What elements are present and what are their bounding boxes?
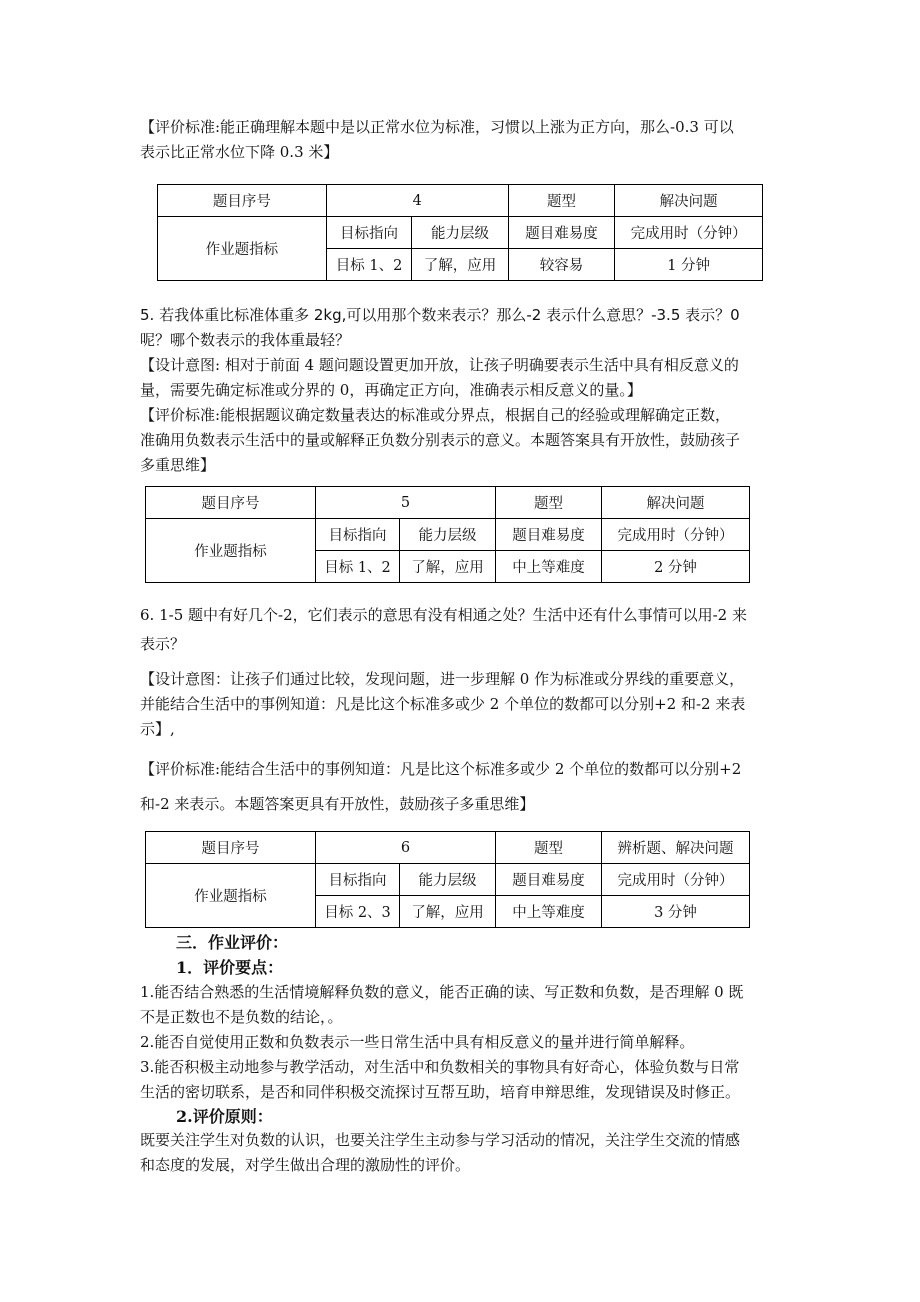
difficulty-value: 较容易 — [508, 249, 615, 281]
principle-line2: 和态度的发展，对学生做出合理的激励性的评价。 — [140, 1156, 471, 1174]
q6-eval-line1: 【评价标准:能结合生活中的事例知道：凡是比这个标准多或少 2 个单位的数都可以分别+2 — [140, 760, 742, 778]
header-target: 目标指向 — [326, 217, 411, 249]
q4-evaluation — [140, 115, 790, 165]
target-value: 目标 1、2 — [326, 249, 411, 281]
header-time: 完成用时（分钟） — [602, 864, 750, 896]
header-time: 完成用时（分钟） — [615, 217, 763, 249]
header-time: 完成用时（分钟） — [602, 519, 750, 551]
header-target: 目标指向 — [316, 864, 400, 896]
subsection-title-2: 2.评价原则： — [176, 1107, 273, 1126]
q5-eval-line2: 准确用负数表示生活中的量或解释正负数分别表示的意义。本题答案具有开放性，鼓励孩子 — [140, 431, 741, 449]
header-indicator: 作业题指标 — [158, 217, 327, 281]
header-seq: 题目序号 — [158, 185, 327, 217]
table-q5 — [145, 486, 750, 583]
table-row — [146, 864, 750, 896]
header-seq: 题目序号 — [146, 487, 316, 519]
q6-question-line1: 6. 1-5 题中有好几个-2，它们表示的意思有没有相通之处？生活中还有什么事情可以用-2 来 — [140, 606, 747, 624]
difficulty-value: 中上等难度 — [496, 551, 602, 583]
q5-eval-line1: 【评价标准:能根据题议确定数量表达的标准或分界点，根据自己的经验或理解确定正数， — [140, 406, 731, 424]
type-value: 辨析题、解决问题 — [602, 832, 750, 864]
point2: 2.能否自觉使用正数和负数表示一些日常生活中具有相反意义的量并进行简单解释。 — [140, 1033, 695, 1051]
q6-design-line2: 并能结合生活中的事例知道：凡是比这个标准多或少 2 个单位的数都可以分别+2 和-2 来表 — [140, 695, 746, 713]
header-seq: 题目序号 — [146, 832, 316, 864]
header-difficulty: 题目难易度 — [508, 217, 615, 249]
q5-design-line1: 【设计意图: 相对于前面 4 题问题设置更加开放，让孩子明确要表示生活中具有相反意义的 — [140, 356, 739, 374]
header-type: 题型 — [496, 832, 602, 864]
header-type: 题型 — [496, 487, 602, 519]
header-level: 能力层级 — [400, 864, 496, 896]
table-row — [146, 487, 750, 519]
target-value: 目标 2、3 — [316, 896, 400, 928]
point3-line1: 3.能否积极主动地参与教学活动，对生活中和负数相关的事物具有好奇心，体验负数与日常 — [140, 1058, 740, 1076]
q6-design-line3: 示】, — [140, 720, 175, 738]
type-value: 解决问题 — [615, 185, 763, 217]
evaluation-principle — [140, 1128, 790, 1178]
header-indicator: 作业题指标 — [146, 864, 316, 928]
q6-design — [140, 667, 790, 742]
seq-value: 6 — [316, 832, 496, 864]
level-value: 了解，应用 — [412, 249, 508, 281]
level-value: 了解，应用 — [400, 551, 496, 583]
difficulty-value: 中上等难度 — [496, 896, 602, 928]
table-row — [158, 185, 763, 217]
table-q6 — [145, 831, 750, 928]
q5-question-line2: 呢？哪个数表示的我体重最轻？ — [140, 331, 351, 349]
time-value: 3 分钟 — [602, 896, 750, 928]
target-value: 目标 1、2 — [316, 551, 400, 583]
time-value: 2 分钟 — [602, 551, 750, 583]
header-level: 能力层级 — [400, 519, 496, 551]
level-value: 了解，应用 — [400, 896, 496, 928]
time-value: 1 分钟 — [615, 249, 763, 281]
q5-design-line2: 量，需要先确定标准或分界的 0，再确定正方向，准确表示相反意义的量。】 — [140, 381, 642, 399]
q6-question-line2: 表示？ — [140, 635, 186, 653]
q6-design-line1: 【设计意图：让孩子们通过比较，发现问题，进一步理解 0 作为标准或分界线的重要意义， — [140, 670, 745, 688]
q4-evaluation-line2: 表示比正常水位下降 0.3 米】 — [140, 143, 339, 161]
header-difficulty: 题目难易度 — [496, 864, 602, 896]
q5-question-line1: 5. 若我体重比标准体重多 2kg,可以用那个数来表示？那么-2 表示什么意思？-3.5 表示？0 — [140, 306, 740, 324]
principle-line1: 既要关注学生对负数的认识，也要关注学生主动参与学习活动的情况，关注学生交流的情感 — [140, 1131, 741, 1149]
seq-value: 4 — [326, 185, 508, 217]
header-indicator: 作业题指标 — [146, 519, 316, 583]
header-level: 能力层级 — [412, 217, 508, 249]
point1-line2: 不是正数也不是负数的结论，。 — [140, 1008, 343, 1026]
point1-line1: 1.能否结合熟悉的生活情境解释负数的意义，能否正确的读、写正数和负数，是否理解 0 既 — [140, 983, 744, 1001]
header-type: 题型 — [508, 185, 615, 217]
table-row — [158, 217, 763, 249]
subsection-title-1: 1．评价要点： — [176, 958, 284, 977]
table-row — [146, 519, 750, 551]
q4-evaluation-line1: 【评价标准:能正确理解本题中是以正常水位为标准，习惯以上涨为正方向，那么-0.3 可以 — [140, 118, 734, 136]
point3-line2: 生活的密切联系，是否和同伴积极交流探讨互帮互助，培育申辩思维，发现错误及时修正。 — [140, 1083, 741, 1101]
table-row — [146, 832, 750, 864]
seq-value: 5 — [316, 487, 496, 519]
evaluation-points — [140, 980, 790, 1105]
q5-eval-line3: 多重思维】 — [140, 456, 216, 474]
type-value: 解决问题 — [602, 487, 750, 519]
header-target: 目标指向 — [316, 519, 400, 551]
q5-block — [140, 303, 790, 478]
header-difficulty: 题目难易度 — [496, 519, 602, 551]
q6-eval-line2: 和-2 来表示。本题答案更具有开放性，鼓励孩子多重思维】 — [140, 795, 535, 813]
section-title: 三．作业评价： — [176, 933, 289, 952]
table-q4 — [157, 184, 763, 281]
